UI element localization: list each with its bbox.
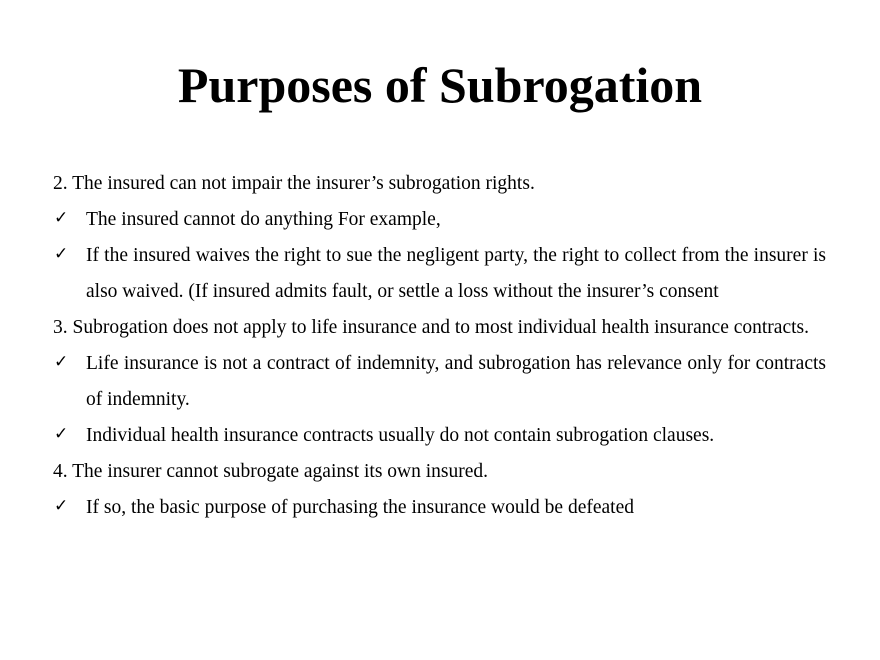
check-icon: ✓ <box>54 208 69 228</box>
check-icon: ✓ <box>54 244 69 264</box>
slide-content <box>53 166 826 526</box>
point-2-bullet-2 <box>53 238 826 310</box>
bullet-text: Life insurance is not a contract of indemnity, and subrogation has relevance only for contracts of indemnity. <box>86 353 826 410</box>
check-icon: ✓ <box>54 496 69 516</box>
point-2-bullet-1 <box>53 202 826 238</box>
point-4: 4. The insurer cannot subrogate against its own insured. <box>53 461 489 482</box>
check-icon: ✓ <box>54 352 69 372</box>
check-icon: ✓ <box>54 424 69 444</box>
bullet-text: The insured cannot do anything For example, <box>86 209 441 230</box>
bullet-text: If the insured waives the right to sue the negligent party, the right to collect from the insurer is also waived. (If insured admits fault, or settle a loss without the insurer’s consent <box>86 245 826 302</box>
point-2: 2. The insured can not impair the insurer’s subrogation rights. <box>53 173 535 194</box>
point-4-bullet-1 <box>53 490 826 526</box>
point-3-bullet-1 <box>53 346 826 418</box>
slide-title: Purposes of Subrogation <box>177 57 703 113</box>
bullet-text: If so, the basic purpose of purchasing the insurance would be defeated <box>86 497 634 518</box>
point-3: 3. Subrogation does not apply to life insurance and to most individual health insurance contracts. <box>53 317 809 338</box>
bullet-text: Individual health insurance contracts usually do not contain subrogation clauses. <box>86 425 715 446</box>
point-3-bullet-2 <box>53 418 826 454</box>
